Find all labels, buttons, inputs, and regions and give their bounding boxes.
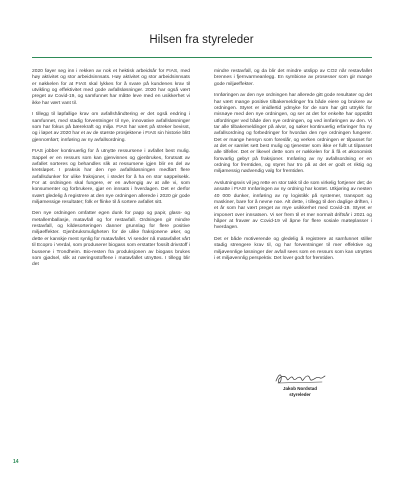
left-column — [32, 69, 190, 274]
paragraph: mindre restavfall, og da blir det mindre utslipp av CO2 når restavfallet brennes i fjernvarmeanlegg. En symbiose av prosesser som gir mange gode miljøeffekter. — [214, 69, 372, 87]
paragraph: I tillegg til løpfallige krav om avfallshåndtering er det også endring i samfunnet, med stadig forventninger til nye, innovative avfallsløsninger som har fokus på bærekraft og miljø. FIAS har vært på streker bevisst, og i løpet av 2020 har et av de største prosjektene i FIAS sin historie blitt gjennomført; innføring av ny avfallsordning. — [32, 112, 190, 143]
signature-block — [265, 370, 335, 397]
paragraph: Det er både motiverende og gledelig å registrere at samfunnet stiller stadig strengere krav til, og har forventninger til mer effektive og miljøvennlige løsninger der avfall sees som en ressurs som kan utnyttes i et miljøvennlig perspektiv. Det lover godt for fremtiden. — [214, 236, 372, 261]
paragraph: Avslutningsvis vil jeg rette en stor takk til de som virkelig fortjener det; de ansatte i FIAS! Innføringen av ny ordning har kostet. Utkjøring av nesten 40 000 dunker, innføring av ny logistikk på systemer, transport og maskiner, bare for å nevne noe. Alt dette, i tillegg til den daglige driften, i et år som har vært preget av mye usikkerhet med Covid-19. Styret er imponert over innsatsen. Vi ser frem til et mer normalt driftsår i 2021 og håper at fravær av Covid-19 vil åpne for flere sosiale møteplasser i hverdagen. — [214, 180, 372, 231]
title-divider — [32, 57, 372, 58]
page-title: Hilsen fra styreleder — [149, 34, 254, 46]
page-number: 14 — [13, 459, 19, 465]
paragraph: Den nye ordningen omfatter egen dunk for papp og papir, glass- og metallemballasje, matavfall og for restavfall. Ordningen gir mindre restavfall, og kildesorteringen danner grunnlag for flere positive miljøeffekter. Gjenbruksmuligheten for de ulike fraksjonene øker, og dette er kanskje mest synlig for matavfallet. Vi sender nå matavfallet vårt til Ecopro i Verdal, som produserer biogass som erstatter fossilt drivstoff i bussene i Trondheim. Bio-resten fra produksjonen av biogass brukes som gjødsel, slik at næringsstoffene i matavfallet utnyttes. I tillegg blir det — [32, 211, 190, 268]
right-column — [214, 69, 372, 267]
paragraph: Innføringen av den nye ordningen har allerede gitt gode resultater og det har vært mange positive tilbakemeldinger fra både eiere og brukere av ordningen. Styret er imidlertid ydmyke for de som har gitt uttrykk for misnøye med den nye ordningen, og ser at det for enkelte har oppstått utfordringer ved både den nye ordningen, og ved innføringen av den. Vi tar alle tilbakemeldinger på alvor, og søker kontinuerlig erfaringer fra ny avfallsordning og forbedringer for hvordan den nye ordningen fungerer. Det er mange hensyn som foreslår, og verken ordningen er tilpasset for at det er samlet sett best mulig og tjenester som ikke er fullt ut tilpasset alle tilfeller. Det er likevel dette som er nøkkelen for å få et økonomisk forsvarlig gebyr på fraksjoner. Innføring av ny avfallsordning er en ordning for fremtiden, og styret har tro på at det er godt et riktig og miljømessig nødvendig valg for fremtiden. — [214, 93, 372, 175]
paragraph: FIAS jobber kontinuerlig for å utnytte ressursene i avfallet best mulig. Sappel er en ressurs som kan gjenvinnes og gjenbrukes, forutsatt av avfallet sorteres og behandles slik at ressursene igjen blir en del av kretsløpet. I praksis har den nye avfallsløsningen medført flere avfallsdunker for ulike fraksjoner, i stedet for å ha en stor søppelsekk. For at ordningen skal fungere, er en avhengig av at alle vi, som konsumenter og forbrukere, gjør en innsats i hverdagen. Det er derfor svært gledelig å registrere at den nye ordningen allerede i 2020 gir gode miljømessige resultater; folk er flinke til å sortere avfallet sitt. — [32, 149, 190, 205]
paragraph: 2020 føyer seg inn i rekken av nok et hektisk arbeidsår for FIAS, med høy aktivitet og stor arbeidsinnsats. Høy aktivitet og stor arbeidsinnsats er nøkkelen for at FIAS skal lykkes for å svare på kundenes krav til utvikling og effektivitet med gode avfallsløsninger. 2020 har også vært preget av Covid-19, og samfunnet har måtte leve med en usikkerhet vi ikke har vært vant til. — [32, 69, 190, 106]
handwritten-signature — [272, 370, 328, 386]
signatory-role: styreleder — [289, 391, 311, 397]
signatory-name: Jakob Nordstad — [282, 386, 317, 391]
